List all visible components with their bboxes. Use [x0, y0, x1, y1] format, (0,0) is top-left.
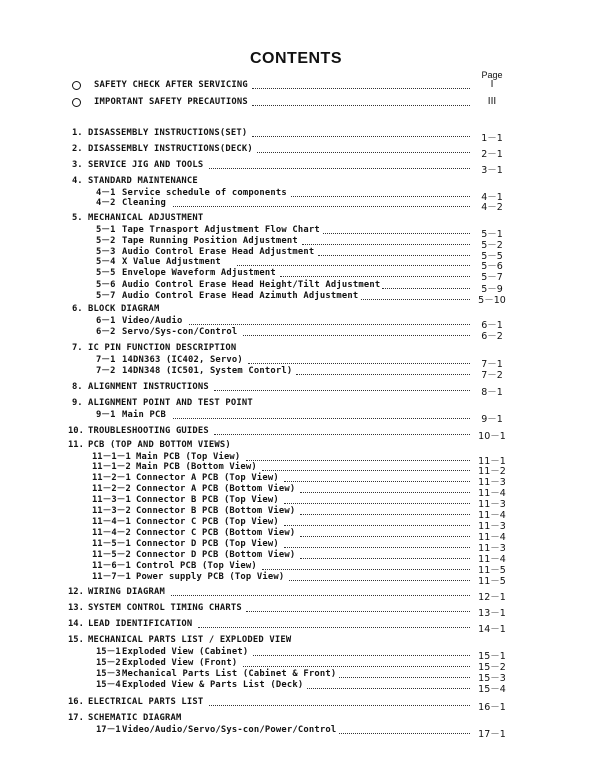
- dot-leader: [198, 627, 470, 628]
- entry-title: Connector A PCB (Bottom View): [136, 484, 296, 494]
- page-number: 5－1: [481, 229, 503, 240]
- dot-leader: [300, 514, 470, 515]
- dot-leader: [284, 547, 470, 548]
- entry-number: 11－6－1: [92, 561, 131, 571]
- page-number: 6－1: [481, 320, 503, 331]
- page-number: 5－2: [481, 240, 503, 251]
- entry-number: 7.: [72, 343, 83, 353]
- page-number: 15－2: [478, 662, 506, 673]
- entry-title: Envelope Waveform Adjustment: [122, 268, 276, 278]
- entry-number: 6－2: [96, 327, 116, 337]
- entry-number: 5－2: [96, 236, 116, 246]
- dot-leader: [302, 244, 470, 245]
- dot-leader: [209, 168, 470, 169]
- entry-title: Connector D PCB (Bottom View): [136, 550, 296, 560]
- dot-leader: [209, 705, 470, 706]
- page-number: 14－1: [478, 624, 506, 635]
- entry-number: 11－5－1: [92, 539, 131, 549]
- subsection-entry: [0, 724, 592, 740]
- entry-number: 11－5－2: [92, 550, 131, 560]
- dot-leader: [284, 503, 470, 504]
- section-entry: [0, 212, 592, 224]
- page-number: 5－6: [481, 261, 503, 272]
- entry-title: Servo/Sys-con/Control: [122, 327, 238, 337]
- dot-leader: [284, 525, 470, 526]
- dot-leader: [171, 595, 470, 596]
- entry-number: 14.: [68, 619, 84, 629]
- dot-leader: [252, 105, 470, 106]
- page-number: 7－1: [481, 359, 503, 370]
- entry-number: 11－2－1: [92, 473, 131, 483]
- entry-number: 12.: [68, 587, 84, 597]
- subsection-entry: [0, 409, 592, 425]
- page-number: 11－3: [478, 521, 506, 532]
- page-number: 10－1: [478, 431, 506, 442]
- section-entry: [0, 159, 592, 176]
- entry-title: SERVICE JIG AND TOOLS: [88, 160, 204, 170]
- entry-title: ELECTRICAL PARTS LIST: [88, 697, 204, 707]
- entry-number: 11－3－1: [92, 495, 131, 505]
- page-number: III: [487, 96, 497, 107]
- page-number: 3－1: [481, 165, 503, 176]
- page-number: 9－1: [481, 414, 503, 425]
- dot-leader: [243, 666, 470, 667]
- entry-number: 11－1－1: [92, 452, 131, 462]
- entry-number: 3.: [72, 160, 83, 170]
- entry-number: 5－3: [96, 247, 116, 257]
- entry-number: 2.: [72, 144, 83, 154]
- page-number: 5－10: [478, 295, 506, 306]
- page-number: 8－1: [481, 387, 503, 398]
- dot-leader: [246, 611, 470, 612]
- entry-title: TROUBLESHOOTING GUIDES: [88, 426, 209, 436]
- entry-number: 17－1: [96, 725, 121, 735]
- entry-number: 11－4－1: [92, 517, 131, 527]
- page-number: I: [490, 79, 494, 90]
- section-entry: [0, 602, 592, 619]
- section-entry: [0, 439, 592, 451]
- entry-title: ALIGNMENT INSTRUCTIONS: [88, 382, 209, 392]
- entry-number: 1.: [72, 128, 83, 138]
- subsection-entry: [0, 679, 592, 695]
- section-entry: [0, 175, 592, 187]
- entry-title: Audio Control Erase Head Azimuth Adjustment: [122, 291, 359, 301]
- dot-leader: [280, 276, 470, 277]
- page-number: 16－1: [478, 702, 506, 713]
- entry-number: 5－5: [96, 268, 116, 278]
- entry-title: Main PCB (Top View): [136, 452, 241, 462]
- dot-leader: [173, 418, 470, 419]
- entry-title: SCHEMATIC DIAGRAM: [88, 713, 182, 723]
- page-number: 12－1: [478, 592, 506, 603]
- dot-leader: [262, 470, 470, 471]
- entry-title: Mechanical Parts List (Cabinet & Front): [122, 669, 337, 679]
- entry-number: 10.: [68, 426, 84, 436]
- dot-leader: [248, 363, 470, 364]
- page-number: 5－5: [481, 251, 503, 262]
- entry-title: BLOCK DIAGRAM: [88, 304, 160, 314]
- entry-title: MECHANICAL ADJUSTMENT: [88, 213, 204, 223]
- page-number: 1－1: [481, 133, 503, 144]
- entry-number: 9.: [72, 398, 83, 408]
- section-entry: [0, 397, 592, 409]
- dot-leader: [339, 677, 470, 678]
- entry-title: Main PCB: [122, 410, 166, 420]
- entry-title: X Value Adjustment: [122, 257, 221, 267]
- entry-title: Connector B PCB (Top View): [136, 495, 279, 505]
- dot-leader: [257, 152, 470, 153]
- dot-leader: [237, 265, 470, 266]
- entry-title: SYSTEM CONTROL TIMING CHARTS: [88, 603, 242, 613]
- section-entry: [0, 618, 592, 635]
- page-number: 4－2: [481, 202, 503, 213]
- entry-title: Exploded View (Cabinet): [122, 647, 249, 657]
- entry-title: Video/Audio/Servo/Sys-con/Power/Control: [122, 725, 337, 735]
- page-number: 11－5: [478, 576, 506, 587]
- entry-title: Connector B PCB (Bottom View): [136, 506, 296, 516]
- page-number: 5－7: [481, 272, 503, 283]
- section-entry: [0, 381, 592, 398]
- entry-number: 15－1: [96, 647, 121, 657]
- entry-title: STANDARD MAINTENANCE: [88, 176, 198, 186]
- entry-title: IMPORTANT SAFETY PRECAUTIONS: [94, 97, 248, 107]
- entry-title: Power supply PCB (Top View): [136, 572, 285, 582]
- entry-number: 5.: [72, 213, 83, 223]
- entry-title: Connector A PCB (Top View): [136, 473, 279, 483]
- entry-number: 16.: [68, 697, 84, 707]
- page-number: 4－1: [481, 192, 503, 203]
- entry-number: 11－7－1: [92, 572, 131, 582]
- dot-leader: [253, 655, 470, 656]
- entry-title: IC PIN FUNCTION DESCRIPTION: [88, 343, 237, 353]
- page-number: 11－4: [478, 554, 506, 565]
- section-entry: [0, 127, 592, 144]
- dot-leader: [339, 733, 470, 734]
- subsection-entry: [0, 197, 592, 213]
- page-number: 11－4: [478, 532, 506, 543]
- entry-number: 17.: [68, 713, 84, 723]
- entry-number: 8.: [72, 382, 83, 392]
- page-number: 11－3: [478, 543, 506, 554]
- page-number: 11－2: [478, 466, 506, 477]
- dot-leader: [300, 492, 470, 493]
- entry-number: 5－4: [96, 257, 116, 267]
- page-number: 11－1: [478, 456, 506, 467]
- entry-title: Connector C PCB (Top View): [136, 517, 279, 527]
- entry-number: 7－1: [96, 355, 116, 365]
- entry-number: 13.: [68, 603, 84, 613]
- entry-title: Main PCB (Bottom View): [136, 462, 257, 472]
- entry-title: Service schedule of components: [122, 188, 287, 198]
- entry-title: Audio Control Erase Head Adjustment: [122, 247, 315, 257]
- page-number: 17－1: [478, 729, 506, 740]
- entry-title: SAFETY CHECK AFTER SERVICING: [94, 80, 248, 90]
- entry-title: Exploded View (Front): [122, 658, 238, 668]
- dot-leader: [300, 558, 470, 559]
- section-entry: [0, 696, 592, 713]
- page-number: 6－2: [481, 331, 503, 342]
- entry-number: 6.: [72, 304, 83, 314]
- entry-title: LEAD IDENTIFICATION: [88, 619, 193, 629]
- entry-title: Connector D PCB (Top View): [136, 539, 279, 549]
- dot-leader: [300, 536, 470, 537]
- page-number: 15－4: [478, 684, 506, 695]
- dot-leader: [252, 88, 470, 89]
- prelim-entry: [0, 79, 592, 91]
- section-entry: [0, 634, 592, 646]
- dot-leader: [252, 136, 470, 137]
- dot-leader: [284, 481, 470, 482]
- dot-leader: [307, 688, 470, 689]
- dot-leader: [296, 374, 470, 375]
- entry-number: 11－4－2: [92, 528, 131, 538]
- entry-title: 14DN363 (IC402, Servo): [122, 355, 243, 365]
- entry-title: ALIGNMENT POINT AND TEST POINT: [88, 398, 253, 408]
- page-number: 13－1: [478, 608, 506, 619]
- entry-title: MECHANICAL PARTS LIST / EXPLODED VIEW: [88, 635, 292, 645]
- dot-leader: [361, 299, 470, 300]
- dot-leader: [173, 206, 470, 207]
- entry-title: DISASSEMBLY INSTRUCTIONS(SET): [88, 128, 248, 138]
- entry-title: Tape Trnasport Adjustment Flow Chart: [122, 225, 320, 235]
- entry-title: PCB (TOP AND BOTTOM VIEWS): [88, 440, 231, 450]
- subsection-entry: [0, 365, 592, 381]
- page-number: 7－2: [481, 370, 503, 381]
- subsection-entry: [0, 326, 592, 342]
- entry-number: 15－2: [96, 658, 121, 668]
- dot-leader: [262, 569, 470, 570]
- dot-leader: [243, 335, 470, 336]
- dot-leader: [382, 288, 470, 289]
- entry-number: 7－2: [96, 366, 116, 376]
- dot-leader: [289, 580, 470, 581]
- entry-title: Video/Audio: [122, 316, 183, 326]
- page-number: 11－3: [478, 499, 506, 510]
- entry-number: 11.: [68, 440, 84, 450]
- page-number: 11－3: [478, 477, 506, 488]
- entry-number: 5－7: [96, 291, 116, 301]
- entry-title: Cleaning: [122, 198, 166, 208]
- entry-number: 11－3－2: [92, 506, 131, 516]
- page-number: 11－4: [478, 510, 506, 521]
- dot-leader: [214, 434, 470, 435]
- entry-number: 15－4: [96, 680, 121, 690]
- entry-number: 9－1: [96, 410, 116, 420]
- subsection-entry: [0, 571, 592, 587]
- dot-leader: [189, 324, 470, 325]
- dot-leader: [323, 233, 470, 234]
- entry-number: 15－3: [96, 669, 121, 679]
- page-number: 5－9: [481, 284, 503, 295]
- section-entry: [0, 303, 592, 315]
- section-entry: [0, 712, 592, 724]
- entry-number: 5－1: [96, 225, 116, 235]
- entry-title: Audio Control Erase Head Height/Tilt Adjustment: [122, 280, 381, 290]
- section-entry: [0, 342, 592, 354]
- entry-number: 6－1: [96, 316, 116, 326]
- entry-number: 4－2: [96, 198, 116, 208]
- entry-number: 4－1: [96, 188, 116, 198]
- entry-title: Tape Running Position Adjustment: [122, 236, 298, 246]
- entry-title: Control PCB (Top View): [136, 561, 257, 571]
- entry-number: 4.: [72, 176, 83, 186]
- page-column-header: Page: [481, 70, 503, 80]
- dot-leader: [214, 390, 470, 391]
- page-number: 2－1: [481, 149, 503, 160]
- page-number: 11－4: [478, 488, 506, 499]
- prelim-entry: [0, 96, 592, 108]
- entry-number: 15.: [68, 635, 84, 645]
- entry-number: 11－2－2: [92, 484, 131, 494]
- page-number: 11－5: [478, 565, 506, 576]
- entry-title: WIRING DIAGRAM: [88, 587, 165, 597]
- bullet-circle-icon: [72, 81, 81, 90]
- section-entry: [0, 425, 592, 442]
- entry-number: 5－6: [96, 280, 116, 290]
- entry-number: 11－1－2: [92, 462, 131, 472]
- entry-title: Connector C PCB (Bottom View): [136, 528, 296, 538]
- section-entry: [0, 143, 592, 160]
- section-entry: [0, 586, 592, 603]
- page-number: 15－3: [478, 673, 506, 684]
- page-number: 15－1: [478, 651, 506, 662]
- page-title: CONTENTS: [250, 50, 342, 67]
- entry-title: Exploded View & Parts List (Deck): [122, 680, 304, 690]
- bullet-circle-icon: [72, 98, 81, 107]
- entry-title: DISASSEMBLY INSTRUCTIONS(DECK): [88, 144, 253, 154]
- entry-title: 14DN348 (IC501, System Contorl): [122, 366, 293, 376]
- subsection-entry: [0, 290, 592, 306]
- subsection-entry: [0, 267, 592, 283]
